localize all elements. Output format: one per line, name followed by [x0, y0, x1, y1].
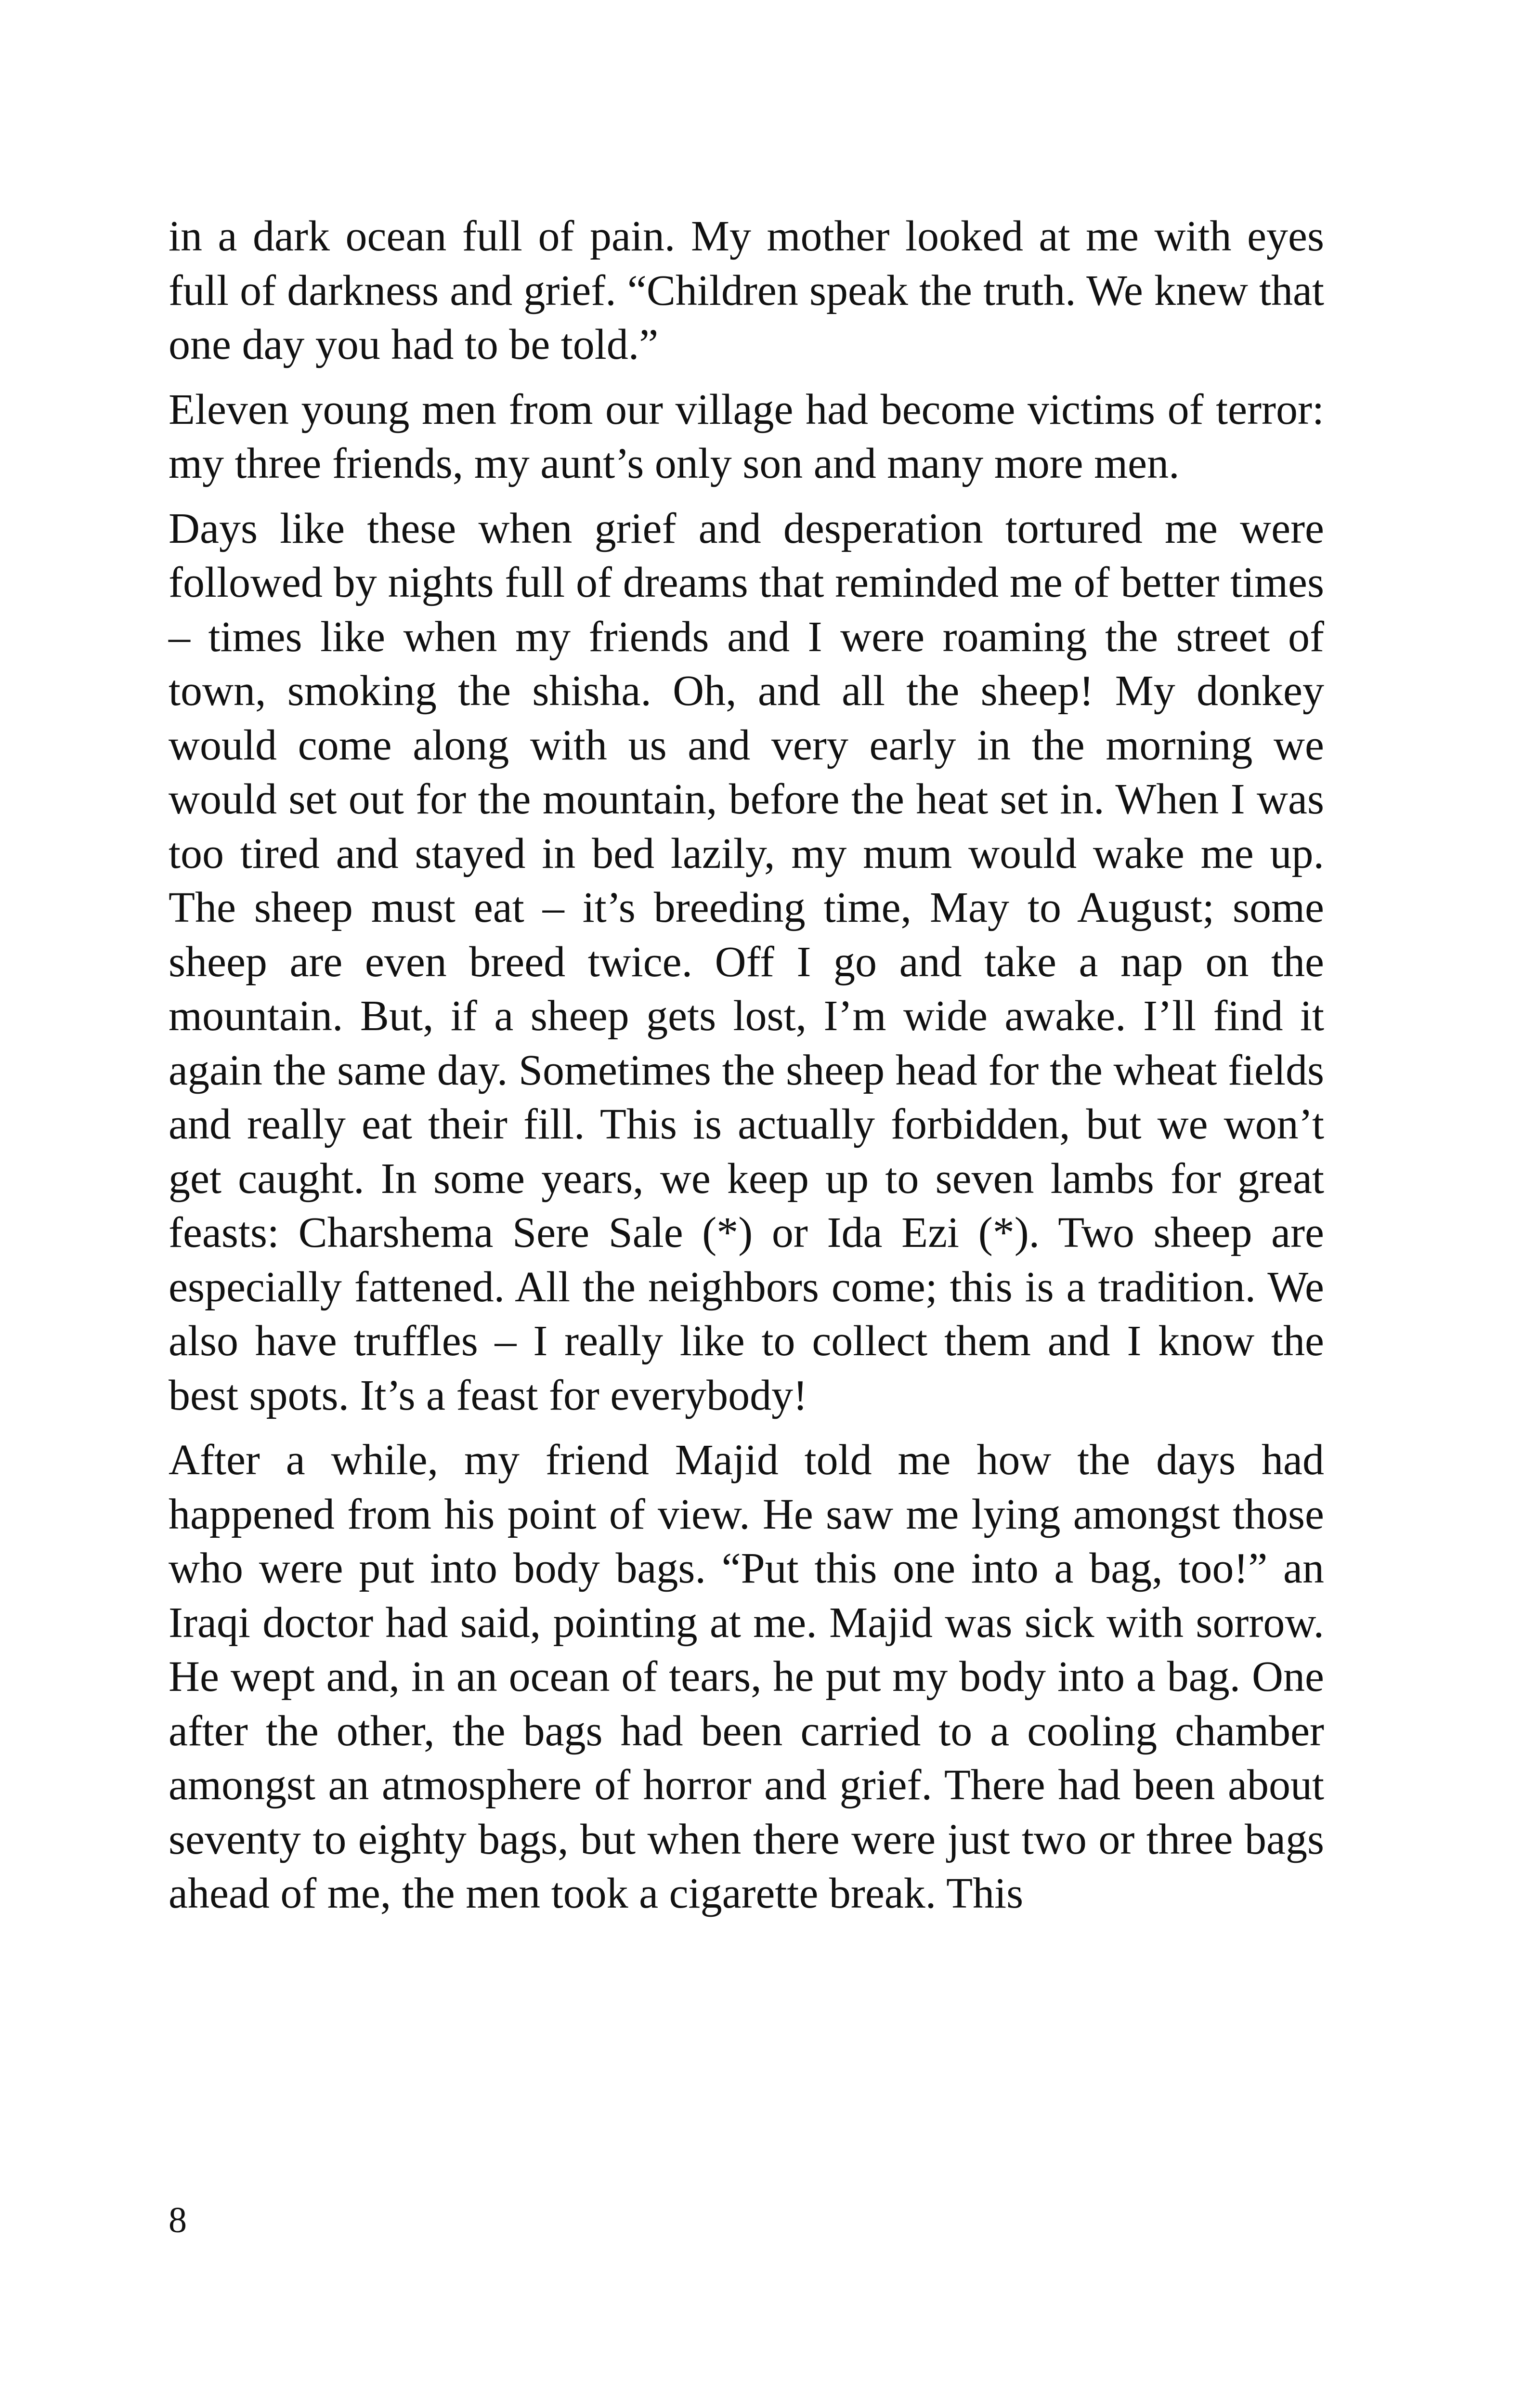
paragraph: Days like these when grief and desperation tortured me were followed by nights full of dreams that reminded me of better times – times like when my friends and I were roaming the street of town, smoking the shisha. Oh, and all the sheep! My donkey would come along with us and very early in the morning we would set out for the mountain, before the heat set in. When I was too tired and stayed in bed lazily, my mum would wake me up. The sheep must eat – it’s breeding time, May to August; some sheep are even breed twice. Off I go and take a nap on the mountain. But, if a sheep gets lost, I’m wide awake. I’ll find it again the same day. Sometimes the sheep head for the wheat fields and really eat their fill. This is actually forbidden, but we won’t get caught. In some years, we keep up to seven lambs for great feasts: Charshema Sere Sale (*) or Ida Ezi (*). Two sheep are especially fattened. All the neighbors come; this is a tradition. We also have truffles – I really like to collect them and I know the best spots. It’s a feast for everybody! [169, 504, 1324, 1419]
paragraph: After a while, my friend Majid told me how the days had happened from his point of view. He saw me lying amongst those who were put into body bags. “Put this one into a bag, too!” an Iraqi doctor had said, pointing at me. Majid was sick with sorrow. He wept and, in an ocean of tears, he put my body into a bag. One after the other, the bags had been carried to a cooling chamber amongst an atmosphere of horror and grief. There had been about seventy to eighty bags, but when there were just two or three bags ahead of me, the men took a cigarette break. This [169, 1436, 1324, 1917]
page-number: 8 [169, 2200, 187, 2240]
paragraph: in a dark ocean full of pain. My mother looked at me with eyes full of darkness and grief. “Children speak the truth. We knew that one day you had to be told.” [169, 212, 1324, 368]
paragraph: Eleven young men from our village had become victims of terror: my three friends, my aunt’s only son and many more men. [169, 385, 1324, 487]
body-text [169, 209, 1324, 1932]
